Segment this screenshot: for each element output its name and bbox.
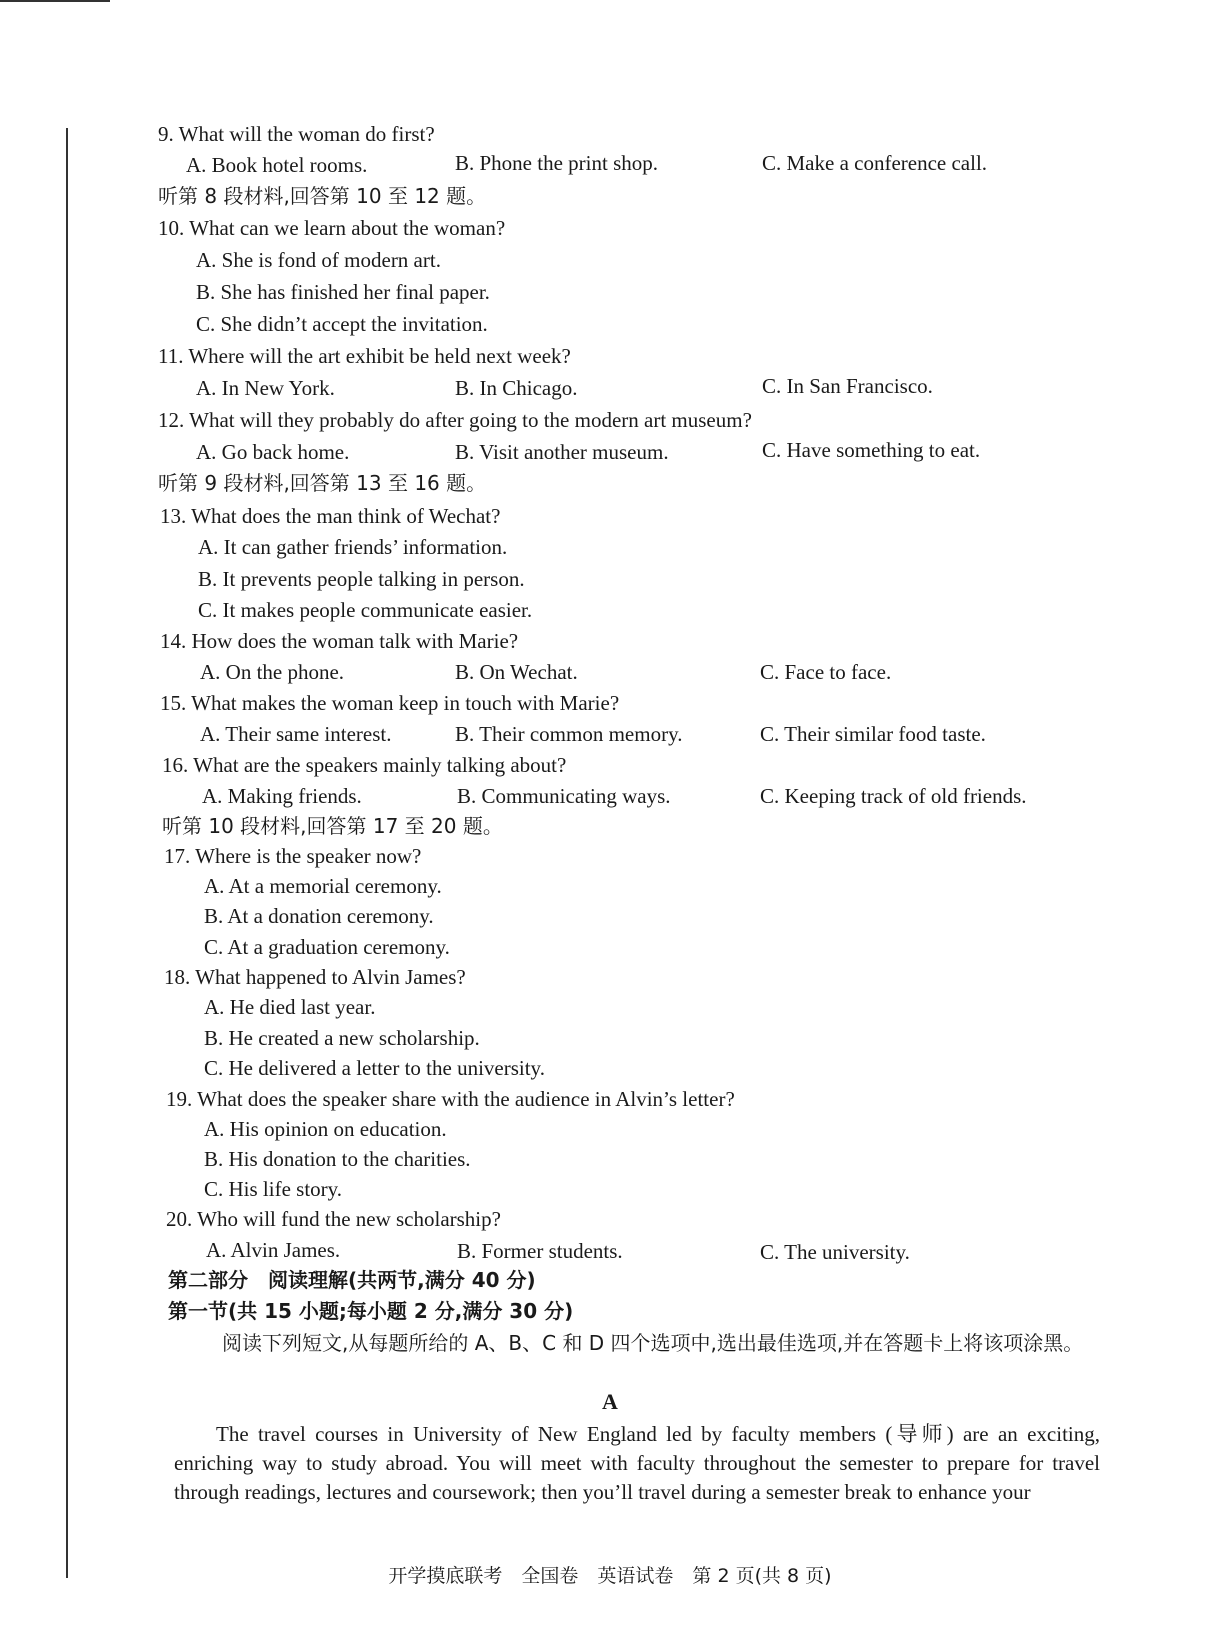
question-12-option-a: A. Go back home. (196, 440, 350, 464)
question-10-option-c: C. She didn’t accept the invitation. (196, 312, 488, 336)
question-15-option-b: B. Their common memory. (455, 722, 683, 746)
question-9-option-b: B. Phone the print shop. (455, 151, 658, 175)
section-8-heading: 听第 8 段材料,回答第 10 至 12 题。 (158, 184, 487, 208)
section-one-heading: 第一节(共 15 小题;每小题 2 分,满分 30 分) (168, 1299, 574, 1323)
question-14-option-a: A. On the phone. (200, 660, 345, 684)
question-13-option-a: A. It can gather friends’ information. (198, 535, 508, 559)
question-17-option-a: A. At a memorial ceremony. (204, 874, 442, 898)
top-edge-line (0, 0, 110, 2)
question-19-option-c: C. His life story. (204, 1177, 343, 1201)
question-12-option-b: B. Visit another museum. (455, 440, 669, 464)
question-20-option-b: B. Former students. (457, 1239, 623, 1263)
question-15-option-a: A. Their same interest. (200, 722, 392, 746)
passage-a-text: The travel courses in University of New England led by faculty members (导师) are an exciting, enriching way to study abroad. You will meet with faculty throughout the semester to prepare for travel through readings, lectures and coursework; then you’ll travel during a semester break to enhance your (174, 1422, 1100, 1504)
question-18-stem: 18. What happened to Alvin James? (164, 965, 466, 989)
question-9-stem: 9. What will the woman do first? (158, 122, 435, 146)
question-10-option-a: A. She is fond of modern art. (196, 248, 441, 272)
question-16-option-a: A. Making friends. (202, 784, 362, 808)
question-17-stem: 17. Where is the speaker now? (164, 844, 422, 868)
question-19-option-a: A. His opinion on education. (204, 1117, 447, 1141)
question-11-option-a: A. In New York. (196, 376, 335, 400)
section-10-heading: 听第 10 段材料,回答第 17 至 20 题。 (162, 814, 503, 838)
question-14-option-c: C. Face to face. (760, 660, 892, 684)
question-19-option-b: B. His donation to the charities. (204, 1147, 471, 1171)
question-16-option-c: C. Keeping track of old friends. (760, 784, 1027, 808)
passage-label: A (602, 1389, 618, 1414)
reading-instructions: 阅读下列短文,从每题所给的 A、B、C 和 D 四个选项中,选出最佳选项,并在答题卡上将该项涂黑。 (222, 1331, 1084, 1355)
question-18-option-b: B. He created a new scholarship. (204, 1026, 480, 1050)
section-9-heading: 听第 9 段材料,回答第 13 至 16 题。 (158, 471, 487, 495)
question-10-stem: 10. What can we learn about the woman? (158, 216, 506, 240)
question-14-stem: 14. How does the woman talk with Marie? (160, 629, 519, 653)
question-17-option-b: B. At a donation ceremony. (204, 904, 434, 928)
question-11-option-c: C. In San Francisco. (762, 374, 933, 398)
question-15-stem: 15. What makes the woman keep in touch with Marie? (160, 691, 620, 715)
question-18-option-a: A. He died last year. (204, 995, 376, 1019)
question-16-option-b: B. Communicating ways. (457, 784, 671, 808)
question-13-option-b: B. It prevents people talking in person. (198, 567, 525, 591)
question-18-option-c: C. He delivered a letter to the university. (204, 1056, 545, 1080)
question-9-option-c: C. Make a conference call. (762, 151, 988, 175)
question-16-stem: 16. What are the speakers mainly talking about? (162, 753, 567, 777)
part-two-heading: 第二部分 阅读理解(共两节,满分 40 分) (168, 1268, 536, 1292)
page-footer: 开学摸底联考 全国卷 英语试卷 第 2 页(共 8 页) (388, 1565, 832, 1587)
question-20-stem: 20. Who will fund the new scholarship? (166, 1207, 501, 1231)
question-19-stem: 19. What does the speaker share with the audience in Alvin’s letter? (166, 1087, 735, 1111)
question-20-option-a: A. Alvin James. (206, 1238, 341, 1262)
question-13-stem: 13. What does the man think of Wechat? (160, 504, 501, 528)
question-12-option-c: C. Have something to eat. (762, 438, 981, 462)
question-11-option-b: B. In Chicago. (455, 376, 578, 400)
question-9-option-a: A. Book hotel rooms. (186, 153, 368, 177)
question-13-option-c: C. It makes people communicate easier. (198, 598, 533, 622)
question-10-option-b: B. She has finished her final paper. (196, 280, 490, 304)
question-15-option-c: C. Their similar food taste. (760, 722, 986, 746)
question-14-option-b: B. On Wechat. (455, 660, 578, 684)
question-11-stem: 11. Where will the art exhibit be held next week? (158, 344, 571, 368)
question-20-option-c: C. The university. (760, 1240, 910, 1264)
binding-margin-line (66, 128, 68, 1578)
question-17-option-c: C. At a graduation ceremony. (204, 935, 450, 959)
question-12-stem: 12. What will they probably do after going to the modern art museum? (158, 408, 752, 432)
